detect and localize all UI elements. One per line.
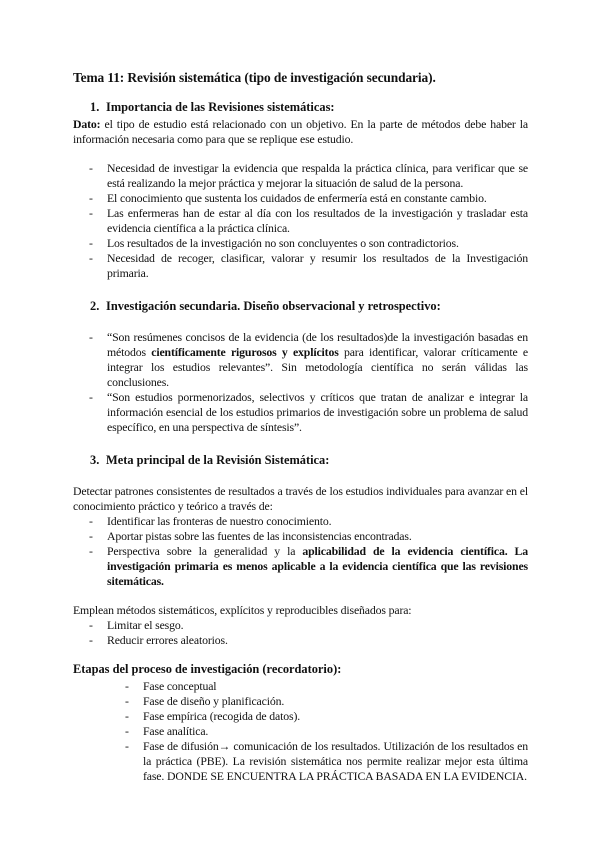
list-item xyxy=(73,330,528,390)
quote-1-text-b: para identificar, valorar críticamente e integrar los estudios relevantes”. Sin metodología científica no serán válidas las conclusiones. xyxy=(107,345,528,389)
quote-1-bold: científicamente rigurosos y explícitos xyxy=(151,345,339,359)
dato-label: Dato: xyxy=(73,117,101,131)
section-2-title: Investigación secundaria. Diseño observacional y retrospectivo: xyxy=(106,299,441,313)
list-item: - El conocimiento que sustenta los cuidados de enfermería está en constante cambio. xyxy=(73,191,528,206)
list-item: - Identificar las fronteras de nuestro conocimiento. xyxy=(73,514,528,529)
section-2-heading xyxy=(73,299,528,314)
methods-list xyxy=(73,618,528,648)
list-item: - Los resultados de la investigación no son concluyentes o son contradictorios. xyxy=(73,236,528,251)
dato-paragraph xyxy=(73,117,528,147)
section-2-list xyxy=(73,330,528,435)
item-3-bold: aplicabilidad de la evidencia científica. La investigación primaria es menos aplicable a la evidencia científica que las revisiones sitemáticas. xyxy=(107,544,529,588)
section-1-number: 1. xyxy=(90,100,100,114)
list-item: - Las enfermeras han de estar al día con los resultados de la investigación y trasladar esta evidencia científica a la práctica clínica. xyxy=(73,206,528,236)
list-item: - Necesidad de recoger, clasificar, valorar y resumir los resultados de la Investigación primaria. xyxy=(73,251,528,281)
list-item: - Limitar el sesgo. xyxy=(73,618,528,633)
section-3-number: 3. xyxy=(90,453,100,467)
quote-1-text-a: “Son resúmenes concisos de la evidencia (de los resultados)de la investigación basadas en métodos xyxy=(107,330,528,359)
list-item xyxy=(73,544,528,589)
list-item: - Aportar pistas sobre las fuentes de las inconsistencias encontradas. xyxy=(73,529,528,544)
list-item: - Necesidad de investigar la evidencia que respalda la práctica clínica, para verificar que se está realizando la mejor práctica y mejorar la situación de salud de la persona. xyxy=(73,161,528,191)
etapas-heading: Etapas del proceso de investigación (recordatorio): xyxy=(73,662,342,676)
list-item: - Fase analítica. xyxy=(73,724,528,739)
list-item: - Fase conceptual xyxy=(73,679,528,694)
section-3-heading xyxy=(73,453,528,468)
section-1-heading xyxy=(73,100,528,115)
methods-intro: Emplean métodos sistemáticos, explícitos y reproducibles diseñados para: xyxy=(73,603,412,617)
section-1-list xyxy=(73,161,528,281)
etapas-list xyxy=(73,679,528,784)
section-1-title: Importancia de las Revisiones sistemáticas: xyxy=(106,100,335,114)
section-3-title: Meta principal de la Revisión Sistemática: xyxy=(106,453,330,467)
list-item: - “Son estudios pormenorizados, selectivos y críticos que tratan de analizar e integrar la información esencial de los estudios primarios de investigación sobre un problema de salud específico, en una perspectiva de síntesis”. xyxy=(73,390,528,435)
item-3-text: Perspectiva sobre la generalidad y la xyxy=(107,544,303,558)
list-item: - Reducir errores aleatorios. xyxy=(73,633,528,648)
page-title: Tema 11: Revisión sistemática (tipo de investigación secundaria). xyxy=(73,70,436,85)
section-3-intro: Detectar patrones consistentes de resultados a través de los estudios individuales para avanzar en el conocimiento práctico y teórico a través de: xyxy=(73,484,528,513)
section-2-number: 2. xyxy=(90,299,100,313)
section-3-list xyxy=(73,514,528,589)
list-item: - Fase de difusión→ comunicación de los resultados. Utilización de los resultados en la práctica (PBE). La revisión sistemática nos permite realizar mejor esta última fase. DONDE SE ENCUENTRA LA PRÁCTICA BASADA EN LA EVIDENCIA. xyxy=(73,739,528,784)
list-item: - Fase de diseño y planificación. xyxy=(73,694,528,709)
list-item: - Fase empírica (recogida de datos). xyxy=(73,709,528,724)
dato-text: el tipo de estudio está relacionado con un objetivo. En la parte de métodos debe haber la información necesaria como para que se replique ese estudio. xyxy=(73,117,528,146)
